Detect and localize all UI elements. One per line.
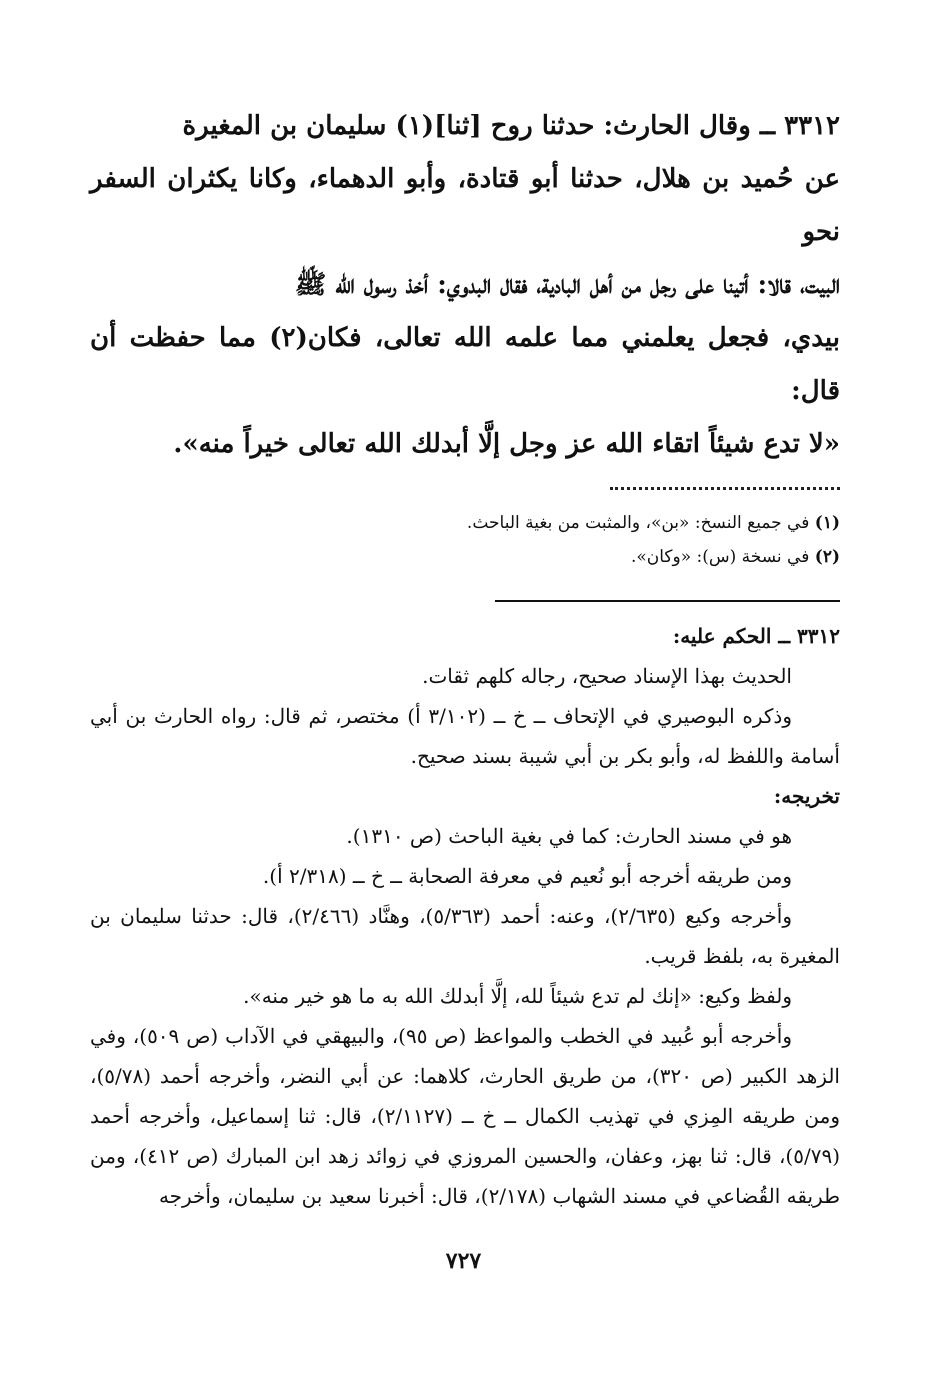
hadith-line: ٣٣١٢ ــ وقال الحارث: حدثنا روح [ثنا](١) سليمان بن المغيرة [182, 111, 840, 141]
page-content [90, 100, 840, 1216]
footnote-number: (١) [814, 513, 840, 533]
footnotes [90, 506, 840, 574]
takhrij-paragraph: وأخرجه أبو عُبيد في الخطب والمواعظ (ص ٩٥)، والبيهقي في الآداب (ص ٥٠٩)، وفي الزهد الكبير (ص ٣٢٠)، من طريق الحارث، كلاهما: عن أبي النضر، وأخرجه أحمد (٥/٧٨)، ومن طريقه المِزي في تهذيب الكمال ــ خ ــ (٢/١١٢٧)، قال: ثنا إسماعيل، وأخرجه أحمد (٥/٧٩)، قال: ثنا بهز، وعفان، والحسين المروزي في زوائد زهد ابن المبارك (ص ٤١٢)، ومن طريقه القُضاعي في مسند الشهاب (٢/١٧٨)، قال: أخبرنا سعيد بن سليمان، وأخرجه [90, 1024, 841, 1208]
footnote [90, 540, 840, 574]
footnote-separator [610, 487, 840, 498]
hadith-line: «لا تدع شيئاً اتقاء الله عز وجل إلَّا أبدلك الله تعالى خيراً منه». [173, 429, 840, 459]
page-number: ٧٢٧ [445, 1248, 482, 1274]
footnote-text: في جميع النسخ: «بن»، والمثبت من بغية الباحث. [466, 513, 810, 533]
hadith-line: عن حُميد بن هلال، حدثنا أبو قتادة، وأبو الدهماء، وكانا يكثران السفر نحو [90, 164, 840, 247]
ruling-paragraph: الحديث بهذا الإسناد صحيح، رجاله كلهم ثقات. [422, 664, 792, 688]
hadith-text [90, 100, 840, 471]
section-divider [495, 600, 840, 602]
takhrij-paragraph: وأخرجه وكيع (٢/٦٣٥)، وعنه: أحمد (٥/٣٦٣)، وهنَّاد (٢/٤٦٦)، قال: حدثنا سليمان بن المغيرة به، بلفظ قريب. [90, 904, 840, 968]
takhrij-paragraph: ولفظ وكيع: «إنك لم تدع شيئاً لله، إلَّا أبدلك الله به ما هو خير منه». [243, 984, 792, 1008]
footnote [90, 506, 840, 540]
takhrij-paragraph: ومن طريقه أخرجه أبو نُعيم في معرفة الصحابة ــ خ ــ (٢/٣١٨ أ). [262, 864, 792, 888]
ruling-paragraph: وذكره البوصيري في الإتحاف ــ خ ــ (٣/١٠٢ أ) مختصر، ثم قال: رواه الحارث بن أبي أسامة واللفظ له، وأبو بكر بن أبي شيبة بسند صحيح. [90, 704, 840, 768]
takhrij-paragraph: هو في مسند الحارث: كما في بغية الباحث (ص ١٣١٠). [346, 824, 792, 848]
footnote-text: في نسخة (س): «وكان». [630, 547, 810, 567]
takhrij-title: تخريجه: [773, 784, 840, 808]
hadith-line: بيدي، فجعل يعلمني مما علمه الله تعالى، فكان(٢) مما حفظت أن قال: [90, 323, 840, 406]
hadith-line: البيت، قالا: أتينا على رجل من أهل البادية، فقال البدوي: أخذ رسول الله ﷺ [294, 270, 840, 300]
ruling-section [90, 616, 840, 1216]
footnote-number: (٢) [814, 547, 840, 567]
ruling-title: ٣٣١٢ ــ الحكم عليه: [672, 624, 840, 648]
